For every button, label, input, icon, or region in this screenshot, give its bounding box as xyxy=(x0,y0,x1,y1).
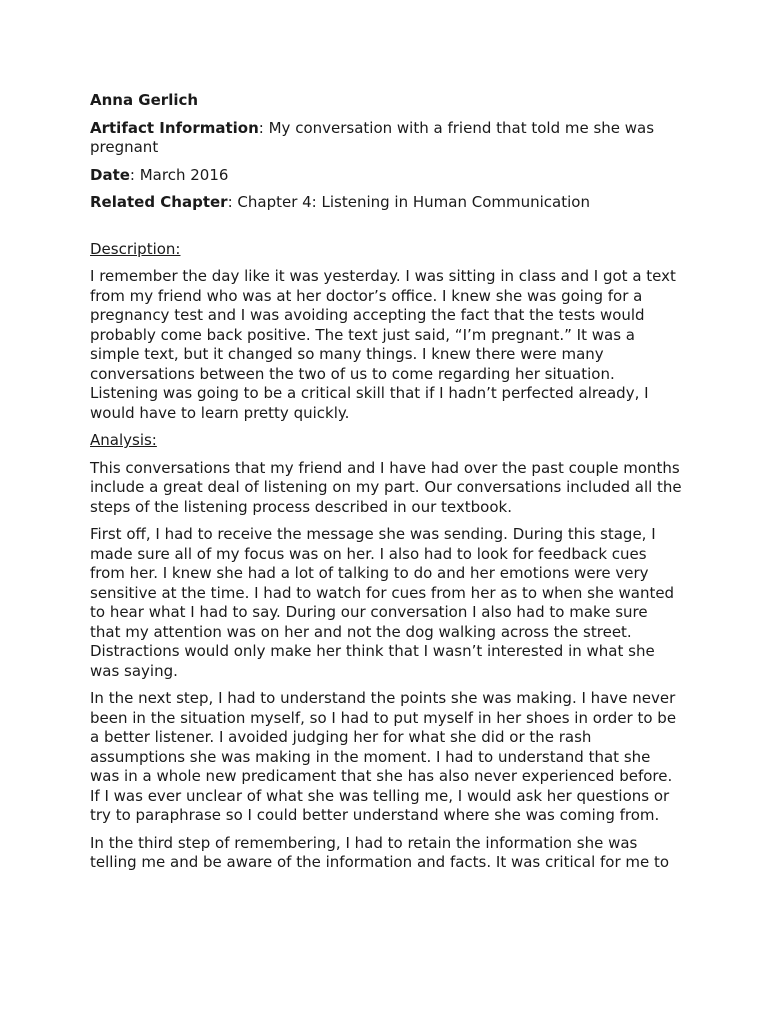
meta-label: Artifact Information xyxy=(90,118,259,137)
meta-value: : My conversation with a friend that told me she was pregnant xyxy=(90,118,655,156)
description-heading: Description: xyxy=(90,239,181,258)
meta-value: : Chapter 4: Listening in Human Communication xyxy=(227,193,590,211)
analysis-paragraph: In the next step, I had to understand the points she was making. I have never been in the situation myself, so I had to put myself in her shoes in order to be a better listener. I avoided judging her for what she did or the rash assumptions she was making in the moment. I had to understand that she was in a whole new predicament that she has also never experienced before. If I was ever unclear of what she was telling me, I would ask her questions or try to paraphrase so I could better understand where she was coming from. xyxy=(90,689,677,824)
analysis-heading: Analysis: xyxy=(90,431,157,449)
meta-label: Related Chapter xyxy=(90,193,228,211)
author-name: Anna Gerlich xyxy=(90,91,199,109)
meta-label: Date xyxy=(90,165,130,184)
spacer xyxy=(90,221,682,240)
analysis-paragraph: In the third step of remembering, I had to retain the information she was telling me and be aware of the information and facts. It was critical for me to xyxy=(90,833,670,871)
analysis-paragraph: First off, I had to receive the message she was sending. During this stage, I made sure all of my focus was on her. I also had to look for feedback cues from her. I knew she had a lot of talking to do and her emotions were very sensitive at the time. I had to watch for cues from her as to when she wanted to hear what I had to say. During our conversation I also had to make sure that my attention was on her and not the dog walking across the street. Distractions would only make her think that I wasn’t interested in what she was saying. xyxy=(90,525,675,680)
meta-value: : March 2016 xyxy=(129,165,229,184)
artifact-information xyxy=(90,119,682,158)
related-chapter xyxy=(90,193,682,213)
description-paragraph: I remember the day like it was yesterday. I was sitting in class and I got a text from my friend who was at her doctor’s office. I knew she was going for a pregnancy test and I was avoiding accepting the fact that the tests would probably come back positive. The text just said, “I’m pregnant.” It was a simple text, but it changed so many things. I knew there were many conversations between the two of us to come regarding her situation. Listening was going to be a critical skill that if I hadn’t perfected already, I would have to learn pretty quickly. xyxy=(90,267,676,422)
document-page xyxy=(90,91,682,881)
analysis-paragraph: This conversations that my friend and I have had over the past couple months include a great deal of listening on my part. Our conversations included all the steps of the listening process described in our textbook. xyxy=(90,458,682,516)
date-line xyxy=(90,166,682,186)
